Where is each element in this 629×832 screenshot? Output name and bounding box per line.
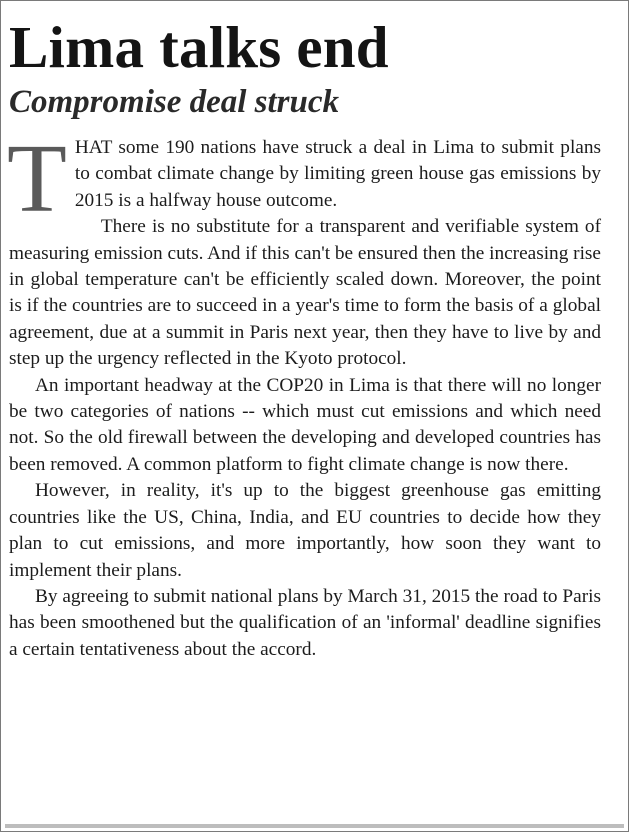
article-header <box>9 15 601 121</box>
article-body <box>7 125 601 663</box>
article-paragraph-2: There is no substitute for a transparent and verifiable system of measuring emission cuts. And if this can't be ensured then the increasing rise in global temperature can't be efficiently scaled down. Moreover, the point is if the countries are to succeed in a year's time to form the basis of a global agreement, due at a summit in Paris next year, then they have to live by and step up the urgency reflected in the Kyoto protocol. <box>9 216 601 370</box>
drop-cap: T <box>7 125 67 233</box>
headline: Lima talks end <box>9 14 389 80</box>
paragraph-1-text: HAT some 190 nations have struck a deal in Lima to submit plans to combat climate change by limiting green house gas emissions by 2015 is a halfway house outcome. <box>74 137 601 211</box>
article-paragraph-4: However, in reality, it's up to the biggest greenhouse gas emitting countries like the US, China, India, and EU countries to decide how they plan to cut emissions, and more importantly, how soon they want to implement their plans. <box>9 480 601 581</box>
article-paragraph-3: An important headway at the COP20 in Lima is that there will no longer be two categories of nations -- which must cut emissions and which need not. So the old firewall between the developing and developed countries has been removed. A common platform to fight climate change is now there. <box>9 374 601 475</box>
article-paragraph-5: By agreeing to submit national plans by March 31, 2015 the road to Paris has been smoothened but the qualification of an 'informal' deadline signifies a certain tentativeness about the accord. <box>9 585 601 660</box>
bottom-divider <box>5 824 624 828</box>
article-paragraph-1 <box>7 125 601 233</box>
subheadline: Compromise deal struck <box>9 84 340 120</box>
